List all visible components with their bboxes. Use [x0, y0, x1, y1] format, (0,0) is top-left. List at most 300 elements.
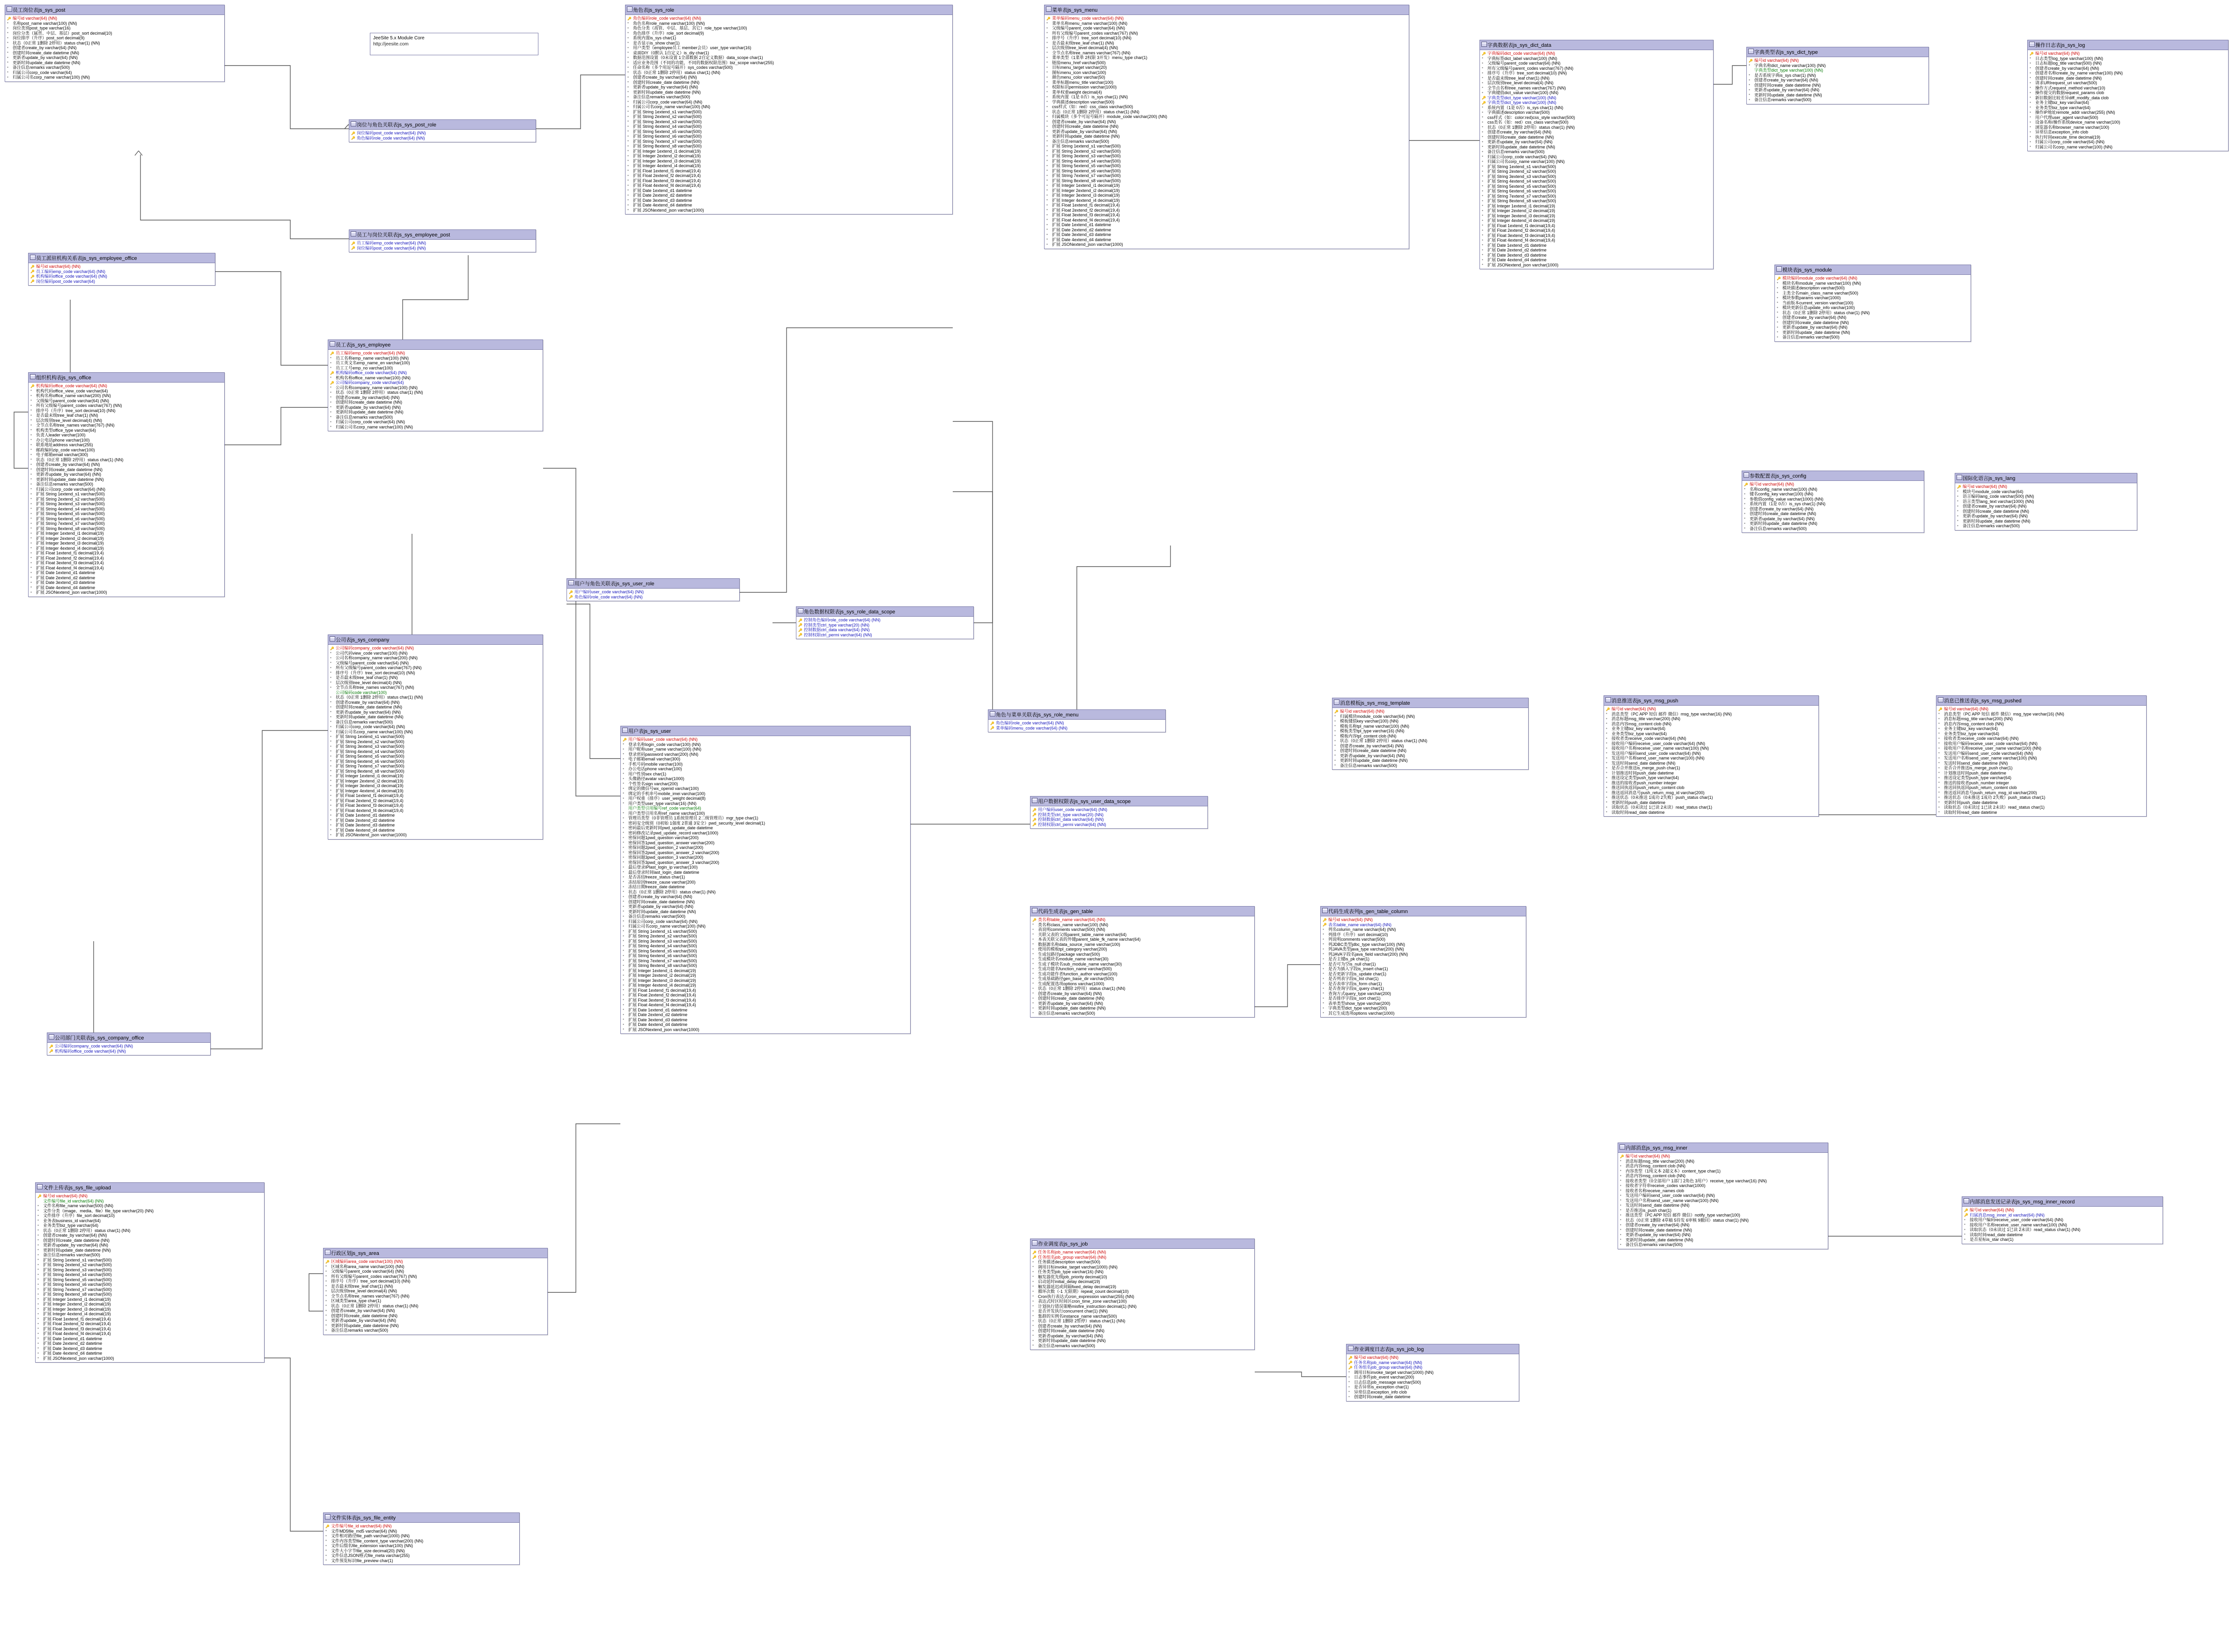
column-bullet-icon: [30, 414, 35, 418]
entity-header: [1955, 473, 2137, 483]
column-bullet-icon: [330, 720, 335, 724]
attribute-label: 扩展 String 3extend_s3 varchar(500): [633, 119, 702, 124]
attribute-label: 扩展 String 5extend_s5 varchar(500): [336, 754, 405, 759]
entity-header: [29, 373, 224, 383]
column-bullet-icon: [330, 814, 335, 818]
attribute-label: 扩展 String 8extend_s8 varchar(500): [1487, 199, 1556, 203]
attribute-label: 生成功能作者function_author varchar(100): [1038, 971, 1118, 976]
entity-attribute: [29, 448, 223, 453]
entity-attribute: [29, 575, 223, 581]
attribute-label: 创建时间create_date datetime (NN): [1340, 748, 1407, 753]
entity-table[interactable]: [988, 709, 1166, 732]
column-bullet-icon: [37, 1239, 42, 1242]
entity-attribute: [1481, 189, 1712, 194]
entity-attribute: [1045, 169, 1408, 174]
column-bullet-icon: [1334, 749, 1339, 753]
entity-attribute: [329, 661, 542, 666]
column-bullet-icon: [1606, 776, 1611, 780]
column-bullet-icon: [1606, 752, 1611, 755]
column-bullet-icon: [1046, 214, 1051, 217]
entity-attribute: [1619, 1203, 1827, 1208]
column-bullet-icon: [37, 1244, 42, 1247]
column-bullet-icon: [37, 1337, 42, 1341]
entity-table[interactable]: [1936, 695, 2147, 817]
attribute-label: 新旧数据比较差异diff_modify_data clob: [2035, 95, 2109, 100]
column-bullet-icon: [2030, 72, 2034, 75]
column-bullet-icon: [1964, 1218, 1969, 1222]
column-bullet-icon: [325, 1544, 330, 1548]
entity-table[interactable]: [47, 1032, 211, 1055]
column-bullet-icon: [7, 41, 12, 45]
attribute-label: 密码安全级别（0初始 1强度 2普通 3安全）pwd_security_level decimal(1): [628, 820, 765, 826]
attribute-label: 角色分类（高管、中层、基层、其它）role_type varchar(100): [633, 26, 747, 30]
column-bullet-icon: [1749, 93, 1753, 97]
attribute-label: 更新时间push_date datetime: [1612, 800, 1666, 805]
column-bullet-icon: [627, 105, 632, 109]
attribute-label: 登录名称login_code varchar(100) (NN): [628, 742, 701, 747]
attribute-label: 扩展 Float 3extend_f3 decimal(19,4): [36, 560, 104, 565]
attribute-label: 接收用户编码receive_user_code varchar(64) (NN): [1970, 1217, 2064, 1222]
attribute-label: 扩展 Integer 2extend_i2 decimal(19): [628, 973, 696, 978]
attribute-label: 扩展 String 4extend_s4 varchar(500): [43, 1272, 112, 1277]
entity-attribute: [329, 415, 542, 420]
table-icon: [1032, 1240, 1038, 1246]
entity-attribute: [6, 16, 223, 21]
entity-attribute: [1333, 748, 1527, 753]
entity-table[interactable]: [1030, 1239, 1255, 1350]
column-bullet-icon: [1606, 717, 1611, 721]
entity-attribute: [324, 1328, 546, 1333]
entity-attribute: [329, 783, 542, 789]
entity-name: 消息推送表js_sys_msg_push: [1612, 698, 1678, 704]
column-bullet-icon: [1032, 1344, 1037, 1348]
attribute-label: 接收者字符串receive_codes varchar(1000): [1626, 1183, 1706, 1188]
column-bullet-icon: [627, 140, 632, 143]
entity-attribute: [1045, 222, 1408, 228]
entity-table[interactable]: [1955, 473, 2137, 531]
entity-header: [1747, 47, 1928, 57]
attribute-label: 所有父级编号parent_codes varchar(767) (NN): [36, 403, 122, 408]
entity-table[interactable]: [625, 5, 953, 214]
entity-name: 角色与菜单关联表js_sys_role_menu: [996, 712, 1079, 718]
entity-table[interactable]: [1030, 906, 1255, 1018]
entity-table[interactable]: [1746, 47, 1929, 104]
entity-name: 角色数据权限表js_sys_role_data_scope: [804, 609, 896, 615]
column-bullet-icon: [1032, 1334, 1037, 1338]
entity-attribute: [622, 850, 909, 856]
entity-attribute: [1031, 1299, 1253, 1304]
attribute-label: 员工编码emp_code varchar(64) (NN): [336, 351, 405, 355]
entity-attribute: [1333, 719, 1527, 724]
attribute-label: 区域名称area_name varchar(100) (NN): [331, 1264, 405, 1269]
column-bullet-icon: [1032, 967, 1037, 971]
entity-table[interactable]: [323, 1248, 548, 1335]
entity-attribute: [29, 442, 223, 448]
entity-table[interactable]: [28, 372, 225, 597]
entity-attributes: [1030, 1249, 1254, 1350]
attribute-label: 更新者update_by varchar(64) (NN): [1052, 129, 1118, 134]
column-bullet-icon: [1032, 1295, 1037, 1298]
attribute-label: 日志标题log_title varchar(500) (NN): [2035, 61, 2102, 66]
column-bullet-icon: [330, 686, 335, 690]
column-bullet-icon: [1482, 66, 1486, 70]
entity-table[interactable]: [5, 5, 225, 82]
entity-table[interactable]: [1774, 265, 1971, 342]
entity-attribute: [1045, 65, 1408, 70]
column-bullet-icon: [1323, 967, 1327, 971]
entity-table[interactable]: [1030, 796, 1208, 829]
attribute-label: 名称config_name varchar(100) (NN): [1750, 487, 1818, 492]
entity-attribute: [1031, 822, 1207, 827]
entity-attribute: [1481, 56, 1712, 61]
entity-attribute: [1481, 179, 1712, 184]
attribute-label: 归属消息msg_inner_id varchar(64) (NN): [1970, 1212, 2045, 1217]
attribute-label: 扩展 Integer 1extend_i1 decimal(19): [1487, 203, 1555, 208]
column-bullet-icon: [1046, 223, 1051, 227]
entity-attribute: [622, 1018, 909, 1023]
attribute-label: 接收用户名称receive_user_name varchar(100) (NN): [1612, 746, 1709, 751]
entity-table[interactable]: [620, 726, 911, 1034]
column-bullet-icon: [1482, 125, 1486, 129]
attribute-label: 排序号（升序）tree_sort decimal(10) (NN): [1052, 36, 1132, 40]
column-bullet-icon: [1938, 761, 1943, 765]
attribute-label: 编号id varchar(64) (NN): [36, 264, 81, 269]
attribute-label: 扩展 Float 1extend_f1 decimal(19,4): [1487, 223, 1555, 228]
entity-table[interactable]: [323, 1512, 520, 1565]
entity-attribute: [622, 772, 909, 777]
entity-attribute: [37, 1321, 263, 1327]
column-bullet-icon: [627, 199, 632, 202]
column-bullet-icon: [1964, 1233, 1969, 1237]
column-bullet-icon: [7, 51, 12, 55]
column-bullet-icon: [37, 1327, 42, 1331]
entity-attribute: [1748, 73, 1928, 78]
column-bullet-icon: [1964, 1238, 1969, 1242]
entity-attribute: [626, 95, 951, 100]
column-bullet-icon: [1744, 512, 1749, 516]
entity-attribute: [1619, 1223, 1827, 1228]
entity-header: [324, 1248, 547, 1258]
entity-table[interactable]: [1346, 1344, 1519, 1401]
foreign-key-icon: [330, 371, 335, 375]
attribute-label: 业务类型biz_type varchar(64): [2035, 105, 2091, 110]
entity-attribute: [1045, 90, 1408, 95]
entity-attribute: [1605, 795, 1818, 800]
column-bullet-icon: [330, 804, 335, 808]
entity-name: 员工与岗位关联表js_sys_employee_post: [357, 232, 450, 238]
entity-attribute: [1963, 1208, 2162, 1213]
column-bullet-icon: [1046, 145, 1051, 148]
entity-attribute: [329, 808, 542, 813]
entity-attribute: [1937, 731, 2145, 737]
entity-table[interactable]: [349, 119, 536, 142]
column-bullet-icon: [627, 76, 632, 80]
entity-table[interactable]: [328, 634, 543, 840]
attribute-label: 更新者update_by varchar(64) (NN): [36, 472, 102, 477]
attribute-label: 扩展 Date 4extend_d4 datetime: [1052, 237, 1111, 242]
attribute-label: 创建时间create_date datetime (NN): [1038, 1328, 1105, 1333]
column-bullet-icon: [30, 483, 35, 487]
attribute-label: 所有父级编号parent_codes varchar(767) (NN): [336, 665, 422, 670]
column-bullet-icon: [1620, 1224, 1625, 1227]
column-bullet-icon: [623, 920, 627, 923]
column-bullet-icon: [1046, 174, 1051, 178]
attribute-label: 机构编码office_code varchar(64) (NN): [336, 370, 407, 375]
attribute-label: 接收者类receive_code varchar(64) (NN): [1612, 736, 1686, 741]
entity-header: [324, 1513, 519, 1523]
entity-table[interactable]: [28, 253, 215, 286]
attribute-label: 归属公司名corp_name varchar(100) (NN): [336, 729, 413, 734]
attribute-label: 文件排序（升序）file_sort decimal(10): [43, 1213, 115, 1218]
entity-table[interactable]: [1320, 906, 1526, 1018]
column-bullet-icon: [330, 774, 335, 778]
entity-table[interactable]: [567, 578, 740, 601]
entity-attribute: [1937, 781, 2145, 786]
attribute-label: 类名称table_name varchar(64) (NN): [1038, 917, 1106, 922]
attribute-label: 密保问题2pwd_question_2 varchar(200): [628, 845, 704, 850]
column-bullet-icon: [627, 115, 632, 119]
entity-table[interactable]: [796, 606, 974, 639]
attribute-label: 岗位编码post_code varchar(64) (NN): [357, 131, 426, 135]
entity-table[interactable]: [349, 229, 536, 252]
attribute-label: 模块参数params varchar(1000): [1782, 295, 1841, 300]
attribute-label: 键名config_key varchar(100) (NN): [1750, 492, 1814, 496]
attribute-label: 创建者create_by varchar(64) (NN): [331, 1308, 395, 1313]
entity-attribute: [1937, 751, 2145, 756]
column-bullet-icon: [1606, 742, 1611, 745]
entity-attribute: [622, 811, 909, 816]
entity-table[interactable]: [2027, 40, 2229, 151]
column-bullet-icon: [627, 120, 632, 124]
entity-attribute: [1322, 996, 1525, 1001]
attribute-label: 用户编码user_code varchar(64) (NN): [1038, 807, 1108, 812]
attribute-label: 扩展 Float 2extend_f2 decimal(19,4): [633, 173, 701, 178]
attribute-label: 扩展 Date 2extend_d2 datetime: [43, 1341, 103, 1346]
entity-attribute: [1031, 991, 1253, 996]
entity-attribute: [1045, 237, 1408, 243]
attribute-label: 机构编码office_code varchar(64) (NN): [36, 274, 107, 279]
attribute-label: 更新时间update_date datetime (NN): [43, 1247, 111, 1253]
entity-attribute: [626, 144, 951, 149]
foreign-key-icon: [798, 633, 803, 637]
attribute-label: 扩展 Date 4extend_d4 datetime: [36, 585, 96, 590]
foreign-key-icon: [1032, 808, 1037, 812]
column-bullet-icon: [7, 61, 12, 65]
entity-attribute: [1333, 724, 1527, 729]
attribute-label: 扩展 Integer 3extend_i3 decimal(19): [633, 158, 701, 163]
attribute-label: 更新时间update_date datetime (NN): [1963, 518, 2031, 524]
entity-name: 员工表js_sys_employee: [336, 342, 391, 348]
attribute-label: 冻结原因freeze_cause varchar(200): [628, 879, 696, 885]
attribute-label: 数据范围设置（0未设置 1全部数据 2自定义数据）data_scope char(1): [633, 55, 763, 60]
entity-attribute: [48, 1049, 209, 1054]
attribute-label: 任务类型job_type varchar(16) (NN): [1038, 1269, 1104, 1274]
entity-attribute: [622, 1012, 909, 1018]
attribute-label: 控制数据ctrl_data varchar(64) (NN): [1038, 817, 1104, 822]
entity-attribute: [622, 885, 909, 890]
entity-attribute: [626, 208, 951, 213]
entity-attribute: [6, 21, 223, 26]
column-bullet-icon: [1620, 1214, 1625, 1217]
foreign-key-icon: [351, 132, 356, 135]
attribute-label: 是否查询字段is_query char(1): [1328, 986, 1384, 991]
attribute-label: 编号id varchar(64) (NN): [13, 16, 58, 21]
column-bullet-icon: [627, 155, 632, 158]
column-bullet-icon: [2030, 135, 2034, 139]
attribute-label: 读取时间read_date datetime: [1612, 810, 1665, 815]
attribute-label: 发送用户名称send_user_name varchar(100) (NN): [1626, 1198, 1719, 1203]
attribute-label: 备注信息remarks varchar(500): [13, 65, 70, 70]
column-bullet-icon: [627, 81, 632, 84]
entity-table[interactable]: [1618, 1143, 1828, 1249]
entity-attribute: [1045, 110, 1408, 115]
entity-attribute: [29, 467, 223, 472]
column-bullet-icon: [330, 420, 335, 424]
entity-attribute: [6, 45, 223, 51]
entity-attribute: [329, 400, 542, 405]
attribute-label: 公司编码company_code varchar(64): [336, 380, 404, 385]
column-bullet-icon: [1323, 997, 1327, 1001]
column-bullet-icon: [1482, 175, 1486, 178]
attribute-label: 创建者名称create_by_name varchar(100) (NN): [2035, 71, 2123, 75]
attribute-label: 是否冻结freeze_status char(1): [628, 875, 685, 879]
attribute-label: 推送设定类型push_type varchar(64): [1612, 775, 1679, 780]
column-bullet-icon: [1606, 801, 1611, 804]
entity-table[interactable]: [1742, 471, 1924, 533]
table-icon: [330, 341, 335, 347]
column-bullet-icon: [627, 86, 632, 89]
attribute-label: 发送用户名称send_user_name varchar(100) (NN): [1612, 756, 1705, 760]
column-bullet-icon: [623, 954, 627, 958]
column-bullet-icon: [1777, 326, 1781, 330]
column-bullet-icon: [330, 789, 335, 793]
entity-attributes: [1618, 1153, 1828, 1249]
entity-attribute: [1322, 1006, 1525, 1011]
attribute-label: 扩展 Integer 1extend_i1 decimal(19): [43, 1297, 111, 1302]
entity-attribute: [329, 410, 542, 415]
attribute-label: 排序号（升序）tree_sort decimal(10) (NN): [36, 408, 116, 413]
entity-table[interactable]: [1044, 5, 1409, 249]
entity-attribute: [797, 618, 972, 623]
attribute-label: 推送类型（PC APP 短信 邮件 微信）notify_type varchar(100): [1626, 1213, 1740, 1217]
entity-attribute: [1045, 85, 1408, 90]
attribute-label: 状态（0正常 1删除 2停用）status char(1) (NN): [633, 70, 721, 75]
entity-attribute: [1031, 1269, 1253, 1275]
attribute-label: 菜单编码menu_code varchar(64) (NN): [996, 725, 1068, 730]
entity-attribute: [37, 1317, 263, 1322]
entity-attribute: [329, 833, 542, 838]
entity-attribute: [1963, 1232, 2162, 1238]
entity-attributes: [1747, 57, 1928, 104]
entity-attribute: [1748, 63, 1928, 68]
entity-table[interactable]: [1332, 698, 1529, 770]
table-icon: [37, 1184, 43, 1189]
primary-key-icon: [1964, 1209, 1969, 1212]
table-icon: [325, 1250, 331, 1255]
attribute-label: 扩展 Date 3extend_d3 datetime: [1487, 252, 1547, 258]
entity-attribute: [37, 1223, 263, 1228]
entity-attribute: [1322, 932, 1525, 937]
entity-attribute: [1333, 763, 1527, 768]
column-bullet-icon: [1606, 796, 1611, 800]
attribute-label: 业务类型biz_type varchar(64): [43, 1223, 99, 1228]
entity-attribute: [29, 264, 214, 269]
attribute-label: 扩展 Float 1extend_f1 decimal(19,4): [633, 168, 701, 173]
entity-name: 模块表js_sys_module: [1782, 267, 1832, 273]
entity-table[interactable]: [1962, 1196, 2163, 1244]
entity-attribute: [626, 139, 951, 144]
entity-table[interactable]: [1604, 695, 1819, 817]
entity-attribute: [1743, 482, 1923, 487]
entity-attribute: [37, 1277, 263, 1283]
attribute-label: 状态（0正常 1删除 2停用）status char(1) (NN): [13, 40, 100, 45]
table-icon: [1938, 697, 1943, 702]
column-bullet-icon: [37, 1317, 42, 1321]
entity-attribute: [622, 782, 909, 787]
table-icon: [351, 231, 356, 236]
entity-attribute: [29, 585, 223, 590]
entity-attribute: [2029, 81, 2227, 86]
entity-attribute: [2029, 61, 2227, 66]
entity-attribute: [1481, 258, 1712, 263]
entity-attribute: [329, 744, 542, 749]
entity-attribute: [1605, 805, 1818, 810]
entity-attribute: [1045, 163, 1408, 169]
column-bullet-icon: [37, 1214, 42, 1218]
entity-attribute: [6, 70, 223, 75]
entity-table[interactable]: [328, 339, 543, 431]
column-bullet-icon: [30, 512, 35, 516]
attribute-label: 全节点名称tree_names varchar(767) (NN): [336, 685, 414, 690]
attribute-label: 任命名称（多个用逗号隔开）sys_codes varchar(500): [633, 65, 733, 70]
entity-attribute: [324, 1304, 546, 1309]
column-bullet-icon: [1046, 76, 1051, 80]
attribute-label: 电子邮箱email varchar(300): [628, 757, 681, 761]
entity-attribute: [1045, 173, 1408, 178]
entity-attribute: [622, 806, 909, 811]
column-bullet-icon: [1046, 164, 1051, 168]
column-bullet-icon: [623, 998, 627, 1002]
attribute-label: 接收用户编码receive_user_code varchar(64) (NN): [1944, 741, 2038, 746]
entity-attribute: [622, 757, 909, 762]
attribute-label: 最后登录时间last_login_date datetime: [628, 870, 699, 875]
entity-attribute: [622, 939, 909, 944]
column-bullet-icon: [1482, 209, 1486, 213]
column-bullet-icon: [1032, 952, 1037, 956]
attribute-label: 扩展 Date 2extend_d2 datetime: [1487, 248, 1547, 252]
entity-attribute: [37, 1199, 263, 1204]
entity-attribute: [1748, 97, 1928, 103]
attribute-label: 层次级别tree_level decimal(4) (NN): [1487, 81, 1554, 85]
column-bullet-icon: [1749, 74, 1753, 77]
entity-attribute: [1937, 741, 2145, 746]
attribute-label: 扩展 Float 4extend_f4 decimal(19,4): [1487, 238, 1555, 243]
entity-attribute: [1481, 214, 1712, 219]
entity-attribute: [1748, 93, 1928, 98]
attribute-label: 扩展 String 4extend_s4 varchar(500): [1487, 179, 1556, 184]
attribute-label: 扩展 String 3extend_s3 varchar(500): [336, 744, 405, 749]
attribute-label: 扩展 String 8extend_s8 varchar(500): [43, 1292, 112, 1297]
attribute-label: 编号id varchar(64) (NN): [1612, 707, 1656, 711]
table-icon: [49, 1034, 54, 1040]
attribute-label: 控制类型ctrl_type varchar(20) (NN): [804, 622, 870, 627]
entity-table[interactable]: [35, 1182, 265, 1363]
entity-attribute: [29, 398, 223, 404]
column-bullet-icon: [1938, 747, 1943, 751]
attribute-label: 更新时间push_date datetime: [1944, 800, 1998, 805]
entity-table[interactable]: [1479, 40, 1714, 269]
attribute-label: 菜单权重weight decimal(4): [1052, 89, 1102, 95]
